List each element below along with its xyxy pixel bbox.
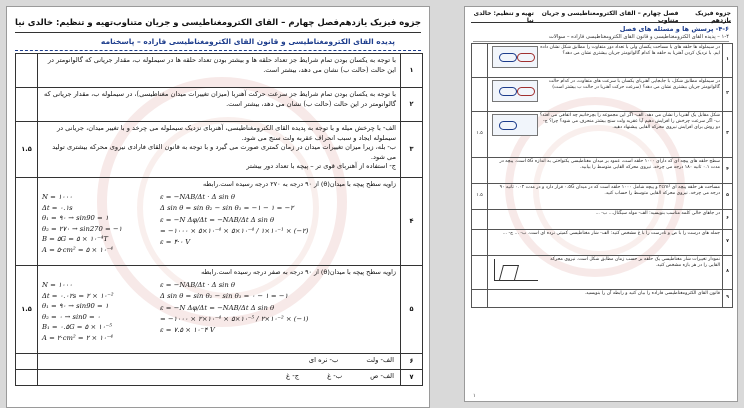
- coil-diagram: [492, 46, 538, 68]
- header-author: تهیه و تنظیم: خالدی نیا: [473, 9, 534, 24]
- row-number: ۱: [401, 54, 423, 88]
- given-line: B = ۵G = ۵ × ۱۰⁻⁴T: [42, 235, 108, 244]
- question-cell: [488, 256, 723, 290]
- question-text: جمله های درست را با ص و نادرست را با غ مشخص کنید: الف- شار مغناطیسی کمیتی نرده ای است. ب- ... ج- ...: [488, 230, 723, 256]
- row-number: ۶: [401, 354, 423, 370]
- row-score: [472, 256, 488, 290]
- answer-text: [38, 370, 401, 386]
- given-line: θ₂ = ۰ → sin0 = ۰: [42, 312, 101, 321]
- table-row: [472, 44, 733, 78]
- magnet-diagram: [492, 114, 538, 136]
- row-score: [16, 354, 38, 370]
- header-author: تهیه و تنظیم: خالدی نیا: [15, 17, 114, 28]
- answer-solution: [38, 178, 401, 266]
- coil-diagram: [492, 80, 538, 102]
- row-score: [16, 88, 38, 122]
- row-score: [472, 210, 488, 230]
- question-text: در سیملوله ها حلقه های با مساحت یکسان ولی با تعداد دور متفاوت را مطابق شکل نشان داده ایم. با نزدیک کردن آهنربا به حلقه ها کدام گالوانومتر جریان بیشتری نشان می دهد؟: [540, 45, 720, 57]
- page-header: [15, 13, 421, 33]
- header-title: جزوه فیزیک یازدهم: [338, 17, 421, 28]
- calc-line: ε = −N Δφ/Δt = −NAB/Δt Δ sin θ: [160, 215, 275, 224]
- given-line: θ₁ = ۹۰ → sin90 = ۱: [42, 214, 109, 223]
- formula-block: [38, 189, 400, 258]
- row-number: ۳: [401, 122, 423, 178]
- calc-line: ε = −NAB/Δt · Δ sin θ: [160, 193, 235, 202]
- table-row: [16, 122, 423, 178]
- row-number: ۸: [723, 256, 733, 290]
- table-row: [472, 210, 733, 230]
- given-line: θ₂ = ۲۷۰ → sin270 = −۱: [42, 224, 123, 233]
- calc-line: ε = ۷.۵ × ۱۰⁻۴ V: [160, 326, 215, 335]
- row-number: ۶: [723, 210, 733, 230]
- calculation: [160, 192, 396, 255]
- table-row: [16, 178, 423, 266]
- section-title: پدیده القای الکترومغناطیسی و قانون القای الکترومغناطیسی فاراده – پاسخنامه: [15, 37, 421, 51]
- row-score: [16, 370, 38, 386]
- header-chapter: فصل چهارم – القای الکترومغناطیسی و جریان متناوب: [541, 9, 679, 24]
- table-row: [16, 354, 423, 370]
- given-line: N = ۱۰۰۰: [42, 193, 73, 202]
- row-number: ۴: [723, 158, 733, 184]
- question-cell: [488, 44, 723, 78]
- given-line: Δt = ۰.۱s: [42, 203, 73, 212]
- answer-text: [38, 354, 401, 370]
- table-row: [16, 370, 423, 386]
- answer-b: ب- غ: [327, 372, 343, 380]
- table-row: [472, 256, 733, 290]
- row-number: ۷: [401, 370, 423, 386]
- answer-table: [15, 53, 423, 386]
- section-title: ۴-۶- پرسش ها و مسئله های فصل: [619, 25, 729, 33]
- calc-line: ε = ۴·۰ V: [160, 238, 191, 247]
- given-values: [42, 280, 154, 343]
- calc-line: = −۱۰۰۰ × ۵×۱۰⁻⁴ × ۵×۱۰⁻⁴ / ۱×۱۰⁻¹ × (−۲): [160, 226, 309, 235]
- answer-line-c: ج- استفاده از آهنربای قوی تر – پیچه با تعداد دور بیشتر: [246, 162, 396, 171]
- question-cell: [488, 112, 723, 158]
- given-line: B₁ = ۰.۵G = ۵ × ۱۰⁻⁵: [42, 323, 112, 332]
- question-text: قانون القای الکترومغناطیسی فاراده را بیان کنید و رابطه آن را بنویسید.: [488, 290, 723, 308]
- given-line: Δt = ۰.۰۲s = ۲ × ۱۰⁻²: [42, 291, 114, 300]
- row-number: ۵: [401, 266, 423, 354]
- calc-line: ε = −NAB/Δt · Δ sin θ: [160, 281, 235, 290]
- given-line: θ₁ = ۹۰ → sin90 = ۱: [42, 302, 109, 311]
- row-number: ۲: [401, 88, 423, 122]
- calc-line: Δ sin θ = sin θ₂ − sin θ₁ = −۱ − ۱ = −۲: [160, 204, 294, 213]
- calc-line: Δ sin θ = sin θ₂ − sin θ₁ = ۰ − ۱ = −۱: [160, 292, 289, 301]
- given-line: A = ۵·cm² = ۵ × ۱۰⁻⁴: [42, 245, 114, 254]
- question-text: مساحت هر حلقه پیچه ای ۲cm² و پیچه شامل ۱۰۰۰ حلقه است که در میدان ۰.۵G قرار دارد و در مدت ۰.۰۲ ثانیه ۹۰ درجه می چرخد. نیروی محرکه القایی متوسط را حساب کنید.: [488, 184, 723, 210]
- flux-graph: [494, 259, 538, 281]
- question-cell: [488, 78, 723, 112]
- header-chapter: فصل چهارم – القای الکترومغناطیسی و جریان متناوب: [113, 17, 339, 28]
- answer-sheet-page: [6, 6, 430, 408]
- table-row: [16, 88, 423, 122]
- row-score: [472, 158, 488, 184]
- table-row: [16, 54, 423, 88]
- row-score: [472, 78, 488, 112]
- question-text: سطح حلقه های پیچه ای که دارای ۱۰۰۰ حلقه است، عمود بر میدان مغناطیسی یکنواختی به اندازه ۵G است. پیچه در مدت ۰.۱ ثانیه ۱۸۰ درجه می چرخد. نیروی محرکه القایی متوسط را بیابید.: [488, 158, 723, 184]
- row-number: ۴: [401, 178, 423, 266]
- answer-solution: [38, 266, 401, 354]
- answer-line-a: الف- با چرخش میله و با توجه به پدیده القای الکترومغناطیسی، آهنربای نزدیک سیملوله می چرخد و با تغییر میدان، جریانی در سیملوله ایجاد و سبب انحراف عقربه ولت سنج می شود.: [56, 124, 396, 142]
- given-line: A = ۲·cm² = ۲ × ۱۰⁻⁴: [42, 333, 114, 342]
- row-score: ۱.۵: [472, 112, 488, 158]
- question-table: [471, 43, 733, 308]
- row-score: [472, 44, 488, 78]
- row-score: [16, 178, 38, 266]
- answer-a: الف- ولت: [366, 356, 394, 364]
- formula-block: [38, 277, 400, 346]
- row-score: [472, 230, 488, 256]
- question-text: شکل مقابل یک آهنربا را نشان می دهد. الف- اگر این مجموعه را بچرخانیم چه اتفاقی می افتد؟ ب- اگر سرعت چرخش را افزایش دهیم آیا عقربه ولت سنج بیشتر منحرف می شود؟ چرا؟ ج- دو روش برای افزایش نیروی محرکه القایی پیشنهاد دهید.: [539, 113, 720, 131]
- question-text: در جاهای خالی کلمه مناسب بنویسید: الف- مولد سیگنال... ب- ...: [488, 210, 723, 230]
- table-row: [472, 184, 733, 210]
- answer-text: [38, 122, 401, 178]
- row-number: ۱: [723, 44, 733, 78]
- page-header: [471, 11, 731, 23]
- row-number: ۲: [723, 78, 733, 112]
- calculation: [160, 280, 396, 343]
- questions-page: [464, 6, 738, 402]
- table-row: [472, 112, 733, 158]
- row-number: ۷: [723, 230, 733, 256]
- given-line: N = ۱۰۰۰: [42, 281, 73, 290]
- given-values: [42, 192, 154, 255]
- row-number: ۹: [723, 290, 733, 308]
- answer-c: ج- غ: [286, 372, 300, 380]
- solution-intro: زاویه سطح پیچه با میدان(θ) از ۹۰ درجه به صفر درجه رسیده است.رابطه: [201, 268, 396, 276]
- row-score: ۱.۵: [16, 266, 38, 354]
- answer-text: با توجه به یکسان بودن تمام شرایط جز تعداد حلقه ها و بیشتر بودن تعداد حلقه ها در سیملوله ب، مقدار جریانی که گالوانومتر در این حالت (حالت ب) نشان می دهد، بیشتر است.: [38, 54, 401, 88]
- solution-intro: زاویه سطح پیچه با میدان(θ) از ۹۰ درجه به ۲۷۰ درجه رسیده است.رابطه: [202, 180, 396, 188]
- row-score: [16, 54, 38, 88]
- header-title: جزوه فیزیک یازدهم: [695, 9, 731, 24]
- table-row: [472, 290, 733, 308]
- row-number: ۳: [723, 112, 733, 158]
- answer-text: با توجه به یکسان بودن تمام شرایط جز سرعت حرکت آهنربا (میزان تغییرات میدان مغناطیسی)، در سیملوله ب، مقدار جریانی که گالوانومتر در این حالت (حالت ب) نشان می دهد، بیشتر است.: [38, 88, 401, 122]
- row-score: ۱.۵: [16, 122, 38, 178]
- row-score: ۱.۵: [472, 184, 488, 210]
- table-row: [472, 78, 733, 112]
- question-text: در سیملوله مطابق شکل، با جابجایی آهنربای یکسان با سرعت های متفاوت، در کدام حالت گالوانومتر جریان بیشتری نشان می دهد؟ (سرعت حرکت آهنربا در حالت ب بیشتر است): [548, 79, 720, 91]
- table-row: [472, 230, 733, 256]
- calc-line: ε = −N Δφ/Δt = −NAB/Δt Δ sin θ: [160, 303, 275, 312]
- calc-line: = −۱۰۰۰ × ۲×۱۰⁻⁴ × ۵×۱۰⁻⁵ / ۲×۱۰⁻² × (−۱): [160, 314, 309, 323]
- answer-a: الف- ص: [370, 372, 394, 380]
- answer-b: ب- نره ای: [308, 356, 339, 364]
- answer-line-b: ب- بله، زیرا میزان تغییرات میدان در زمان کمتری صورت می گیرد و با توجه به قانون القای فارادی نیروی محرکه بیشتری تولید می شود.: [52, 143, 396, 161]
- page-number: ۱: [473, 393, 476, 399]
- question-text: نمودار تغییرات شار مغناطیسی یک حلقه بر حسب زمان مطابق شکل است. نیروی محرکه القایی را در هر بازه مشخص کنید.: [550, 257, 720, 269]
- row-number: ۵: [723, 184, 733, 210]
- table-row: [16, 266, 423, 354]
- section-subtitle: ۱-۴ – پدیده القای الکترومغناطیسی و قانون القای الکترومغناطیسی فاراده – سوالات: [473, 34, 729, 42]
- row-score: [472, 290, 488, 308]
- table-row: [472, 158, 733, 184]
